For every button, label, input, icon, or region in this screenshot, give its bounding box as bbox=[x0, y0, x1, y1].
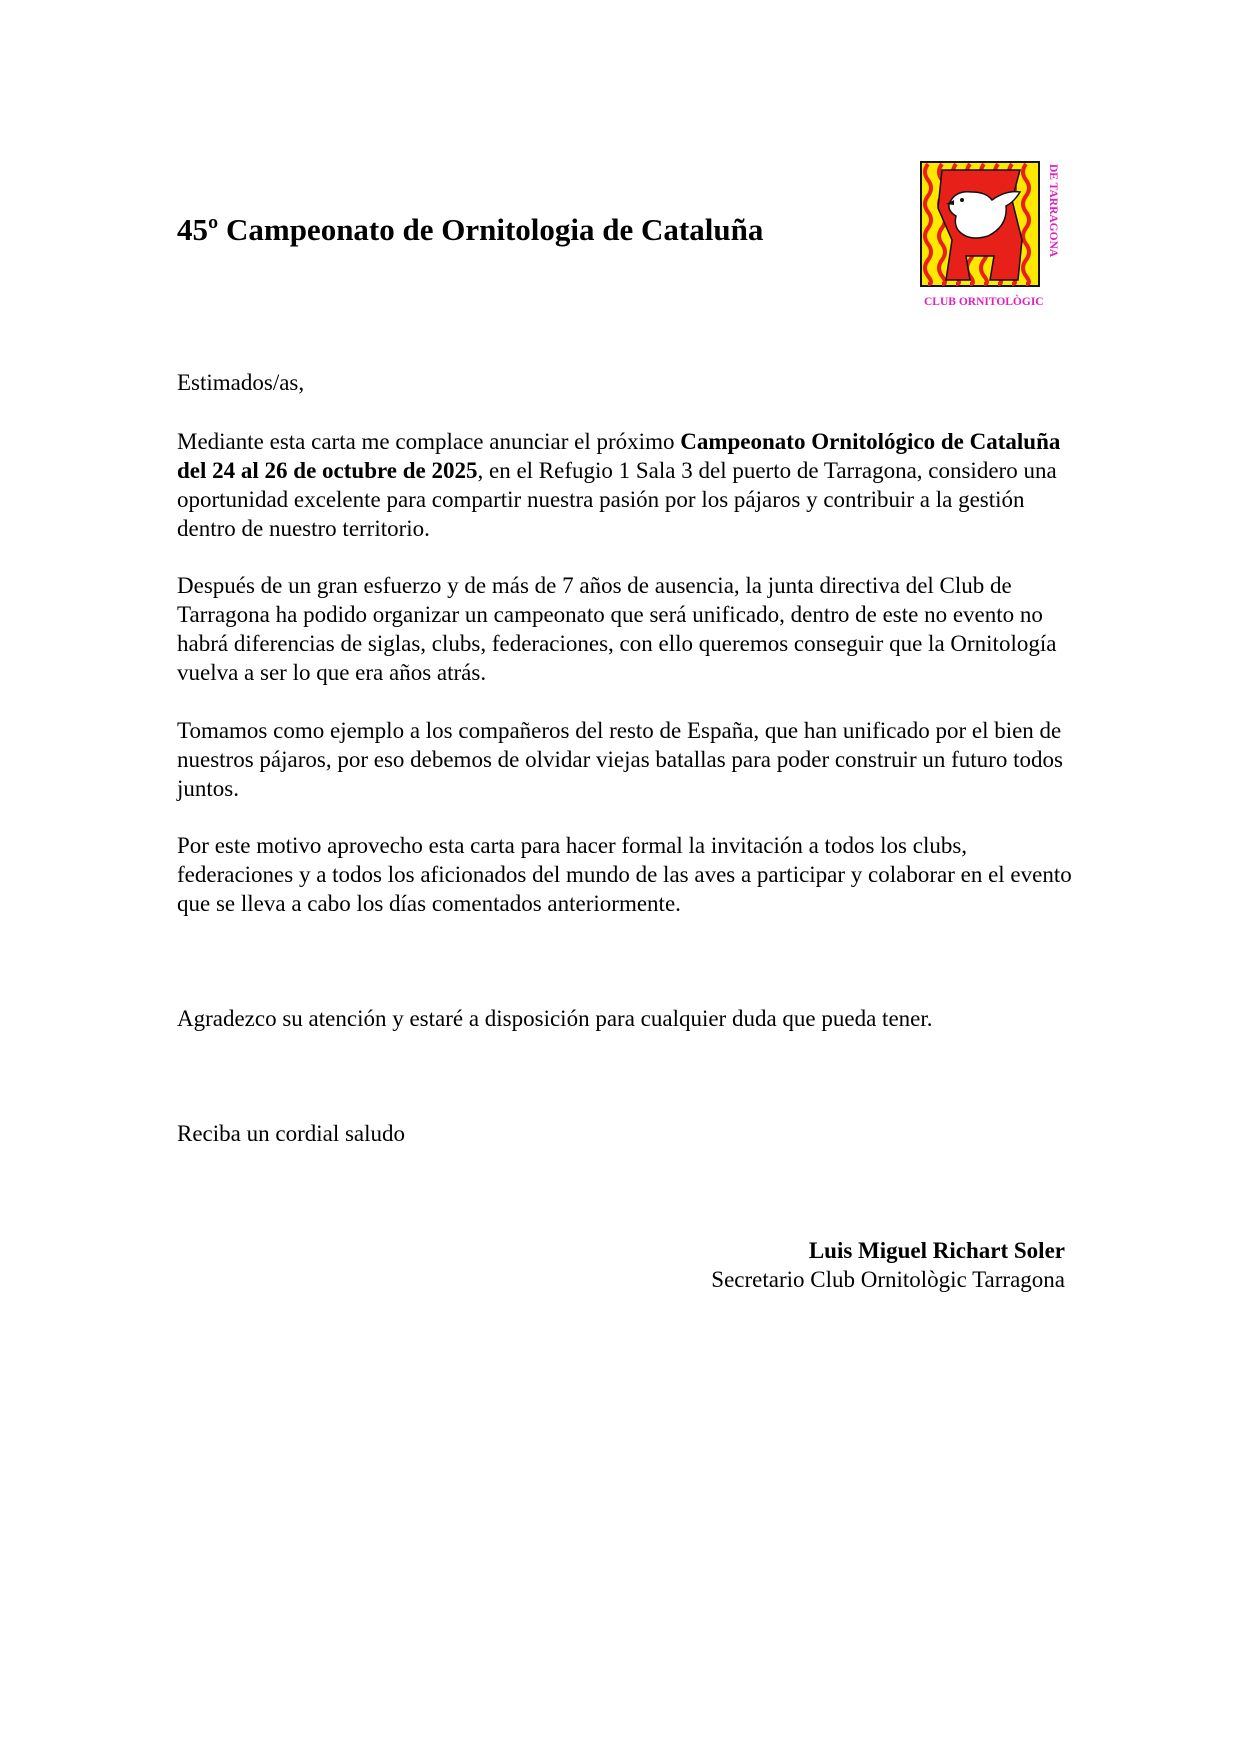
signature-name: Luis Miguel Richart Soler bbox=[808, 1238, 1065, 1263]
letter-paragraph-3: Tomamos como ejemplo a los compañeros del resto de España, que han unificado por el bien de nuestros pájaros, por eso debemos de olvidar viejas batallas para poder construir un futuro todos juntos. bbox=[177, 718, 1063, 801]
logo-text-side: DE TARRAGONA bbox=[1047, 164, 1059, 258]
club-logo bbox=[920, 160, 1065, 310]
letter-paragraph-4: Por este motivo aprovecho esta carta para hacer formal la invitación a todos los clubs, federaciones y a todos los aficionados del mundo de las aves a participar y colaborar en el evento que se lleva a cabo los días comentados anteriormente. bbox=[177, 833, 1072, 916]
letter-paragraph-2: Después de un gran esfuerzo y de más de 7 años de ausencia, la junta directiva del Club de Tarragona ha podido organizar un campeonato que será unificado, dentro de este no evento no habrá diferencias de siglas, clubs, federaciones, con ello queremos conseguir que la Ornitología vuelva a ser lo que era años atrás. bbox=[177, 573, 1057, 685]
letter-title: 45º Campeonato de Ornitologia de Cataluña bbox=[177, 212, 764, 247]
letter-greeting: Estimados/as, bbox=[177, 370, 305, 395]
logo-text-bottom: CLUB ORNITOLÒGIC bbox=[924, 296, 1044, 308]
letter-paragraph-5: Agradezco su atención y estaré a disposición para cualquier duda que pueda tener. bbox=[177, 1006, 933, 1031]
letter-paragraph-1: Mediante esta carta me complace anunciar el próximo Campeonato Ornitológico de Cataluña del 24 al 26 de octubre de 2025, en el Refugio 1 Sala 3 del puerto de Tarragona, considero una oportunidad excelente para compartir nuestra pasión por los pájaros y contribuir a la gestión dentro de nuestro territorio. bbox=[177, 429, 1061, 541]
signature-role: Secretario Club Ornitològic Tarragona bbox=[711, 1267, 1065, 1292]
letter-closing: Reciba un cordial saludo bbox=[177, 1121, 406, 1146]
